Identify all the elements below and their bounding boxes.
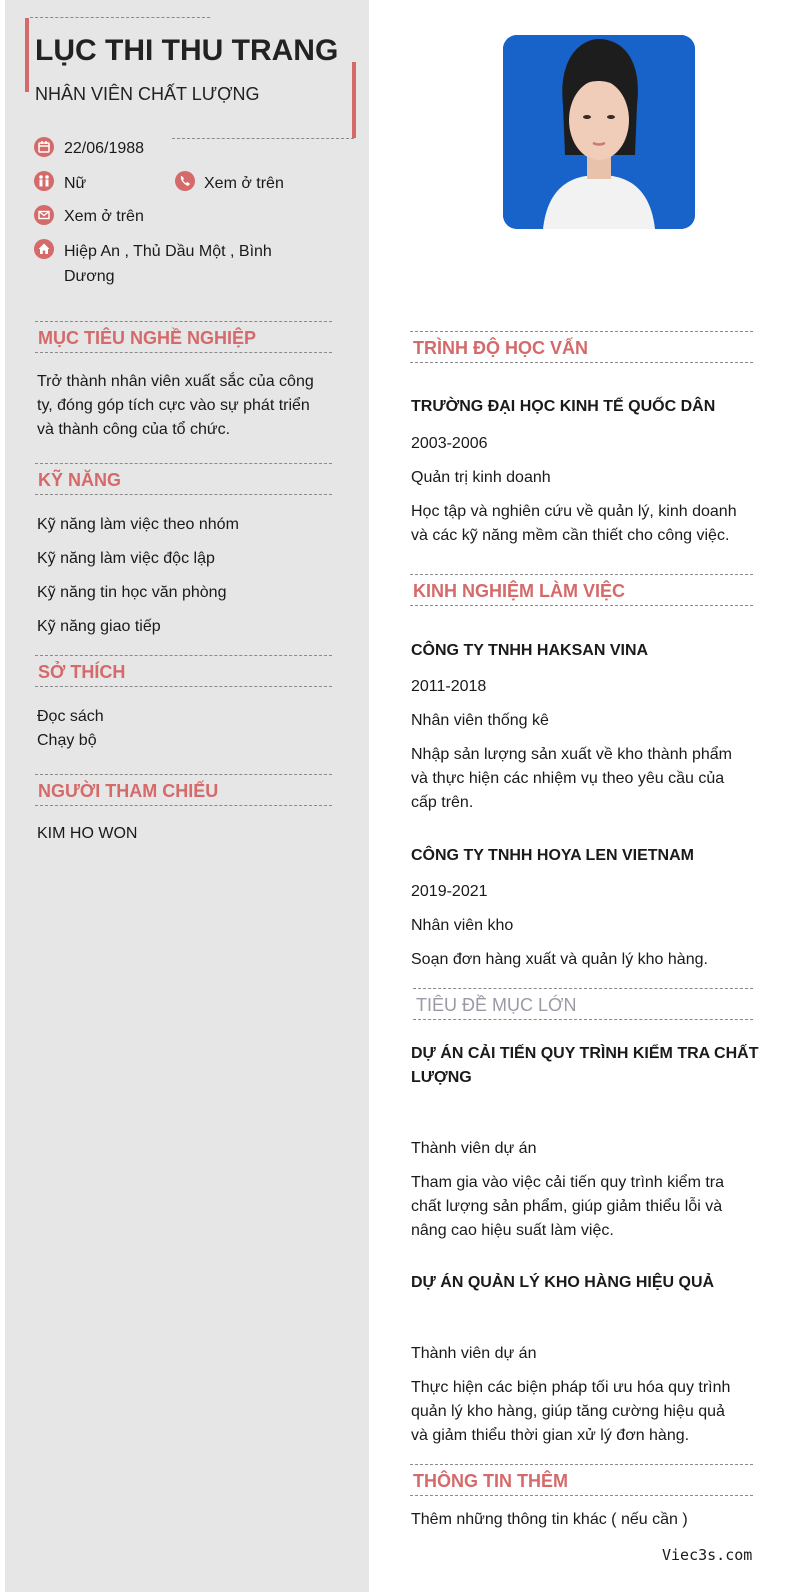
hobbies-heading: SỞ THÍCH	[35, 655, 332, 687]
education-heading: TRÌNH ĐỘ HỌC VẤN	[410, 331, 753, 363]
header-bottom-divider	[172, 138, 354, 139]
education-desc-line: và các kỹ năng mềm cần thiết cho công việc.	[411, 527, 730, 544]
watermark: Viec3s.com	[662, 1546, 753, 1564]
skill-item: Kỹ năng làm việc theo nhóm	[37, 516, 239, 533]
gender-icon	[34, 171, 54, 191]
project-desc-line: chất lượng sản phẩm, giúp giảm thiểu lỗi và	[411, 1198, 723, 1215]
education-years: 2003-2006	[411, 435, 488, 452]
project-desc-line: Tham gia vào việc cải tiến quy trình kiểm tra	[411, 1174, 725, 1191]
job-company: CÔNG TY TNHH HAKSAN VINA	[411, 642, 649, 659]
job-company: CÔNG TY TNHH HOYA LEN VIETNAM	[411, 847, 694, 864]
job-position: Nhân viên thống kê	[411, 712, 549, 729]
objective-line: Trở thành nhân viên xuất sắc của công	[37, 373, 314, 390]
header-accent-bar-right	[352, 62, 356, 138]
project-desc-line: nâng cao hiệu suất làm việc.	[411, 1222, 614, 1239]
email-text: Xem ở trên	[64, 208, 144, 225]
address-line-1: Hiệp An , Thủ Dầu Một , Bình	[64, 243, 272, 260]
profile-photo	[503, 35, 695, 229]
candidate-name: LỤC THI THU TRANG	[35, 34, 339, 67]
hobby-item: Chạy bộ	[37, 732, 97, 749]
project-name-line: DỰ ÁN CẢI TIẾN QUY TRÌNH KIỂM TRA CHẤT	[411, 1045, 759, 1062]
job-desc-line: Nhập sản lượng sản xuất về kho thành phẩm	[411, 746, 732, 763]
education-major: Quản trị kinh doanh	[411, 469, 551, 486]
job-position: Nhân viên kho	[411, 917, 514, 934]
reference-name: KIM HO WON	[37, 825, 138, 842]
home-icon	[34, 239, 54, 259]
candidate-role: NHÂN VIÊN CHẤT LƯỢNG	[35, 84, 260, 104]
education-desc-line: Học tập và nghiên cứu về quản lý, kinh doanh	[411, 503, 737, 520]
email-icon	[34, 205, 54, 225]
header-top-divider	[30, 17, 210, 18]
objective-heading: MỤC TIÊU NGHỀ NGHIỆP	[35, 321, 332, 353]
school-name: TRƯỜNG ĐẠI HỌC KINH TẾ QUỐC DÂN	[411, 398, 716, 415]
project-desc-line: Thực hiện các biện pháp tối ưu hóa quy trình	[411, 1379, 731, 1396]
job-years: 2011-2018	[411, 678, 487, 695]
skill-item: Kỹ năng làm việc độc lập	[37, 550, 215, 567]
project-desc-line: và giảm thiểu thời gian xử lý đơn hàng.	[411, 1427, 690, 1444]
additional-text: Thêm những thông tin khác ( nếu cần )	[411, 1511, 688, 1528]
phone-icon	[175, 171, 195, 191]
dob-text: 22/06/1988	[64, 140, 145, 157]
project-name-line: LƯỢNG	[411, 1069, 472, 1086]
skills-heading: KỸ NĂNG	[35, 463, 332, 495]
gender-text: Nữ	[64, 175, 87, 192]
objective-line: và thành công của tổ chức.	[37, 421, 231, 438]
experience-heading: KINH NGHIỆM LÀM VIỆC	[410, 574, 753, 606]
job-desc-line: cấp trên.	[411, 794, 474, 811]
skill-item: Kỹ năng giao tiếp	[37, 618, 161, 635]
reference-heading: NGƯỜI THAM CHIẾU	[35, 774, 332, 806]
additional-heading: THÔNG TIN THÊM	[410, 1464, 753, 1496]
project-role: Thành viên dự án	[411, 1345, 537, 1362]
phone-text: Xem ở trên	[204, 175, 284, 192]
project-name-line: DỰ ÁN QUẢN LÝ KHO HÀNG HIỆU QUẢ	[411, 1274, 715, 1291]
job-years: 2019-2021	[411, 883, 488, 900]
calendar-icon	[34, 137, 54, 157]
header-accent-bar-left	[25, 18, 29, 92]
job-desc-line: và thực hiện các nhiệm vụ theo yêu cầu của	[411, 770, 725, 787]
hobby-item: Đọc sách	[37, 708, 104, 725]
projects-heading: TIÊU ĐỀ MỤC LỚN	[413, 988, 753, 1020]
job-desc-line: Soạn đơn hàng xuất và quản lý kho hàng.	[411, 951, 708, 968]
objective-line: ty, đóng góp tích cực vào sự phát triển	[37, 397, 310, 414]
project-role: Thành viên dự án	[411, 1140, 537, 1157]
project-desc-line: quản lý kho hàng, giúp tăng cường hiệu quả	[411, 1403, 725, 1420]
address-line-2: Dương	[64, 268, 115, 285]
skill-item: Kỹ năng tin học văn phòng	[37, 584, 227, 601]
